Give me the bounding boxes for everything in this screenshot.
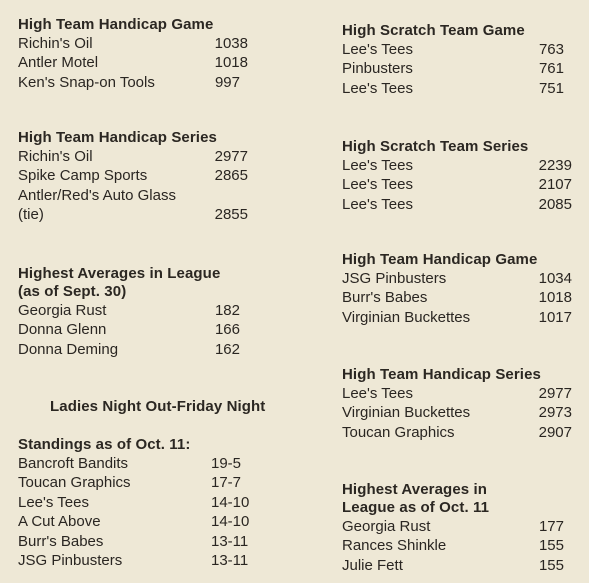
list-item — [342, 556, 564, 575]
average-value: 155 — [538, 537, 564, 555]
list-item — [342, 156, 572, 175]
score-value: 1034 — [538, 270, 572, 287]
team-name: Spike Camp Sports — [18, 167, 148, 185]
list-item — [18, 166, 250, 185]
section-high-scratch-team-series — [342, 138, 572, 214]
list-item — [18, 34, 250, 53]
team-name: Antler Motel — [18, 54, 99, 72]
team-name: Lee's Tees — [342, 195, 413, 213]
score-value: 2977 — [538, 385, 572, 402]
bowler-name: Donna Glenn — [18, 321, 107, 339]
average-value: 182 — [214, 302, 240, 319]
section-heading: High Scratch Team Series — [342, 138, 529, 155]
team-name: Antler/Red's Auto Glass — [18, 186, 176, 204]
team-name: Lee's Tees — [342, 79, 413, 97]
team-name: Lee's Tees — [342, 176, 413, 194]
section-heading: High Team Handicap Series — [18, 129, 217, 146]
record-value: 13-11 — [211, 532, 249, 550]
list-item — [342, 536, 564, 555]
list-item — [18, 532, 250, 551]
section-heading-subtitle: League as of Oct. 11 — [342, 499, 490, 516]
section-high-team-handicap-series-left — [18, 129, 250, 225]
section-heading: Standings as of Oct. 11: — [18, 436, 191, 453]
section-standings — [18, 436, 250, 570]
list-item — [18, 205, 250, 224]
list-item — [342, 79, 564, 98]
list-item — [342, 308, 572, 327]
list-item — [342, 403, 572, 422]
record-value: 13-11 — [211, 551, 249, 569]
team-name: Lee's Tees — [342, 41, 413, 58]
list-item — [342, 175, 572, 194]
list-item — [342, 269, 572, 288]
list-item — [342, 59, 564, 78]
average-value: 162 — [214, 340, 240, 358]
record-value: 14-10 — [211, 493, 250, 511]
score-value: 761 — [538, 60, 564, 78]
list-item — [18, 340, 250, 359]
list-item — [342, 40, 564, 59]
list-item — [342, 423, 572, 442]
score-value: 2907 — [538, 423, 572, 441]
ladies-night-heading: Ladies Night Out-Friday Night — [50, 398, 266, 415]
team-name: Lee's Tees — [342, 157, 413, 174]
section-high-scratch-team-game — [342, 22, 564, 98]
score-value: 2239 — [538, 157, 572, 174]
score-value: 2977 — [214, 148, 248, 165]
team-name: Ken's Snap-on Tools — [18, 73, 155, 91]
section-high-team-handicap-series-right — [342, 366, 572, 442]
section-high-team-handicap-game-right — [342, 251, 572, 327]
list-item — [18, 320, 250, 339]
team-name: JSG Pinbusters — [342, 270, 447, 287]
score-value: 2865 — [214, 167, 248, 185]
list-item — [342, 288, 572, 307]
list-item — [18, 512, 250, 531]
team-name: A Cut Above — [18, 513, 101, 531]
team-name: Virginian Buckettes — [342, 404, 471, 422]
bowler-name: Donna Deming — [18, 340, 119, 358]
score-value: 1018 — [538, 289, 572, 307]
score-value: 2107 — [538, 176, 572, 194]
team-name: Burr's Babes — [18, 532, 104, 550]
section-highest-averages-left — [18, 265, 250, 359]
section-high-team-handicap-game-left — [18, 16, 250, 92]
list-item — [342, 195, 572, 214]
bowler-name: Georgia Rust — [342, 518, 431, 535]
list-item — [342, 517, 564, 536]
score-value: 1038 — [214, 35, 248, 52]
average-value: 155 — [538, 556, 564, 574]
team-name: Virginian Buckettes — [342, 308, 471, 326]
score-value: 2973 — [538, 404, 572, 422]
section-heading-subtitle: (as of Sept. 30) — [18, 283, 127, 300]
ladies-night-heading-block — [50, 398, 310, 416]
team-name: Pinbusters — [342, 60, 413, 78]
section-heading: High Team Handicap Series — [342, 366, 541, 383]
list-item — [18, 493, 250, 512]
list-item — [18, 301, 250, 320]
team-name: Bancroft Bandits — [18, 455, 129, 472]
team-name: Lee's Tees — [342, 385, 413, 402]
section-highest-averages-right — [342, 481, 564, 575]
bowler-name: Julie Fett — [342, 556, 403, 574]
score-value: 751 — [538, 79, 564, 97]
bowler-name: Georgia Rust — [18, 302, 107, 319]
list-item — [18, 473, 250, 492]
team-name: Toucan Graphics — [342, 423, 455, 441]
record-value: 19-5 — [211, 455, 242, 472]
record-value: 14-10 — [211, 513, 250, 531]
section-heading: Highest Averages in League — [18, 265, 221, 282]
section-heading: Highest Averages in — [342, 481, 488, 498]
list-item — [18, 53, 250, 72]
list-item — [18, 551, 250, 570]
team-name: Lee's Tees — [18, 493, 89, 511]
list-item — [18, 186, 250, 205]
score-value: 2085 — [538, 195, 572, 213]
score-value: 1018 — [214, 54, 248, 72]
record-value: 17-7 — [211, 474, 242, 492]
section-heading: High Team Handicap Game — [18, 16, 214, 33]
score-value: 2855 — [214, 206, 248, 224]
score-value: 997 — [214, 73, 240, 91]
list-item — [342, 384, 572, 403]
team-name: Toucan Graphics — [18, 474, 131, 492]
section-heading: High Team Handicap Game — [342, 251, 538, 268]
team-name: (tie) — [18, 206, 44, 224]
team-name: Burr's Babes — [342, 289, 428, 307]
list-item — [18, 147, 250, 166]
section-heading: High Scratch Team Game — [342, 22, 525, 39]
list-item — [18, 73, 250, 92]
team-name: Richin's Oil — [18, 148, 93, 165]
average-value: 166 — [214, 321, 240, 339]
bowler-name: Rances Shinkle — [342, 537, 447, 555]
average-value: 177 — [538, 518, 564, 535]
score-value: 1017 — [538, 308, 572, 326]
list-item — [18, 454, 250, 473]
team-name: JSG Pinbusters — [18, 551, 123, 569]
score-value: 763 — [538, 41, 564, 58]
team-name: Richin's Oil — [18, 35, 93, 52]
